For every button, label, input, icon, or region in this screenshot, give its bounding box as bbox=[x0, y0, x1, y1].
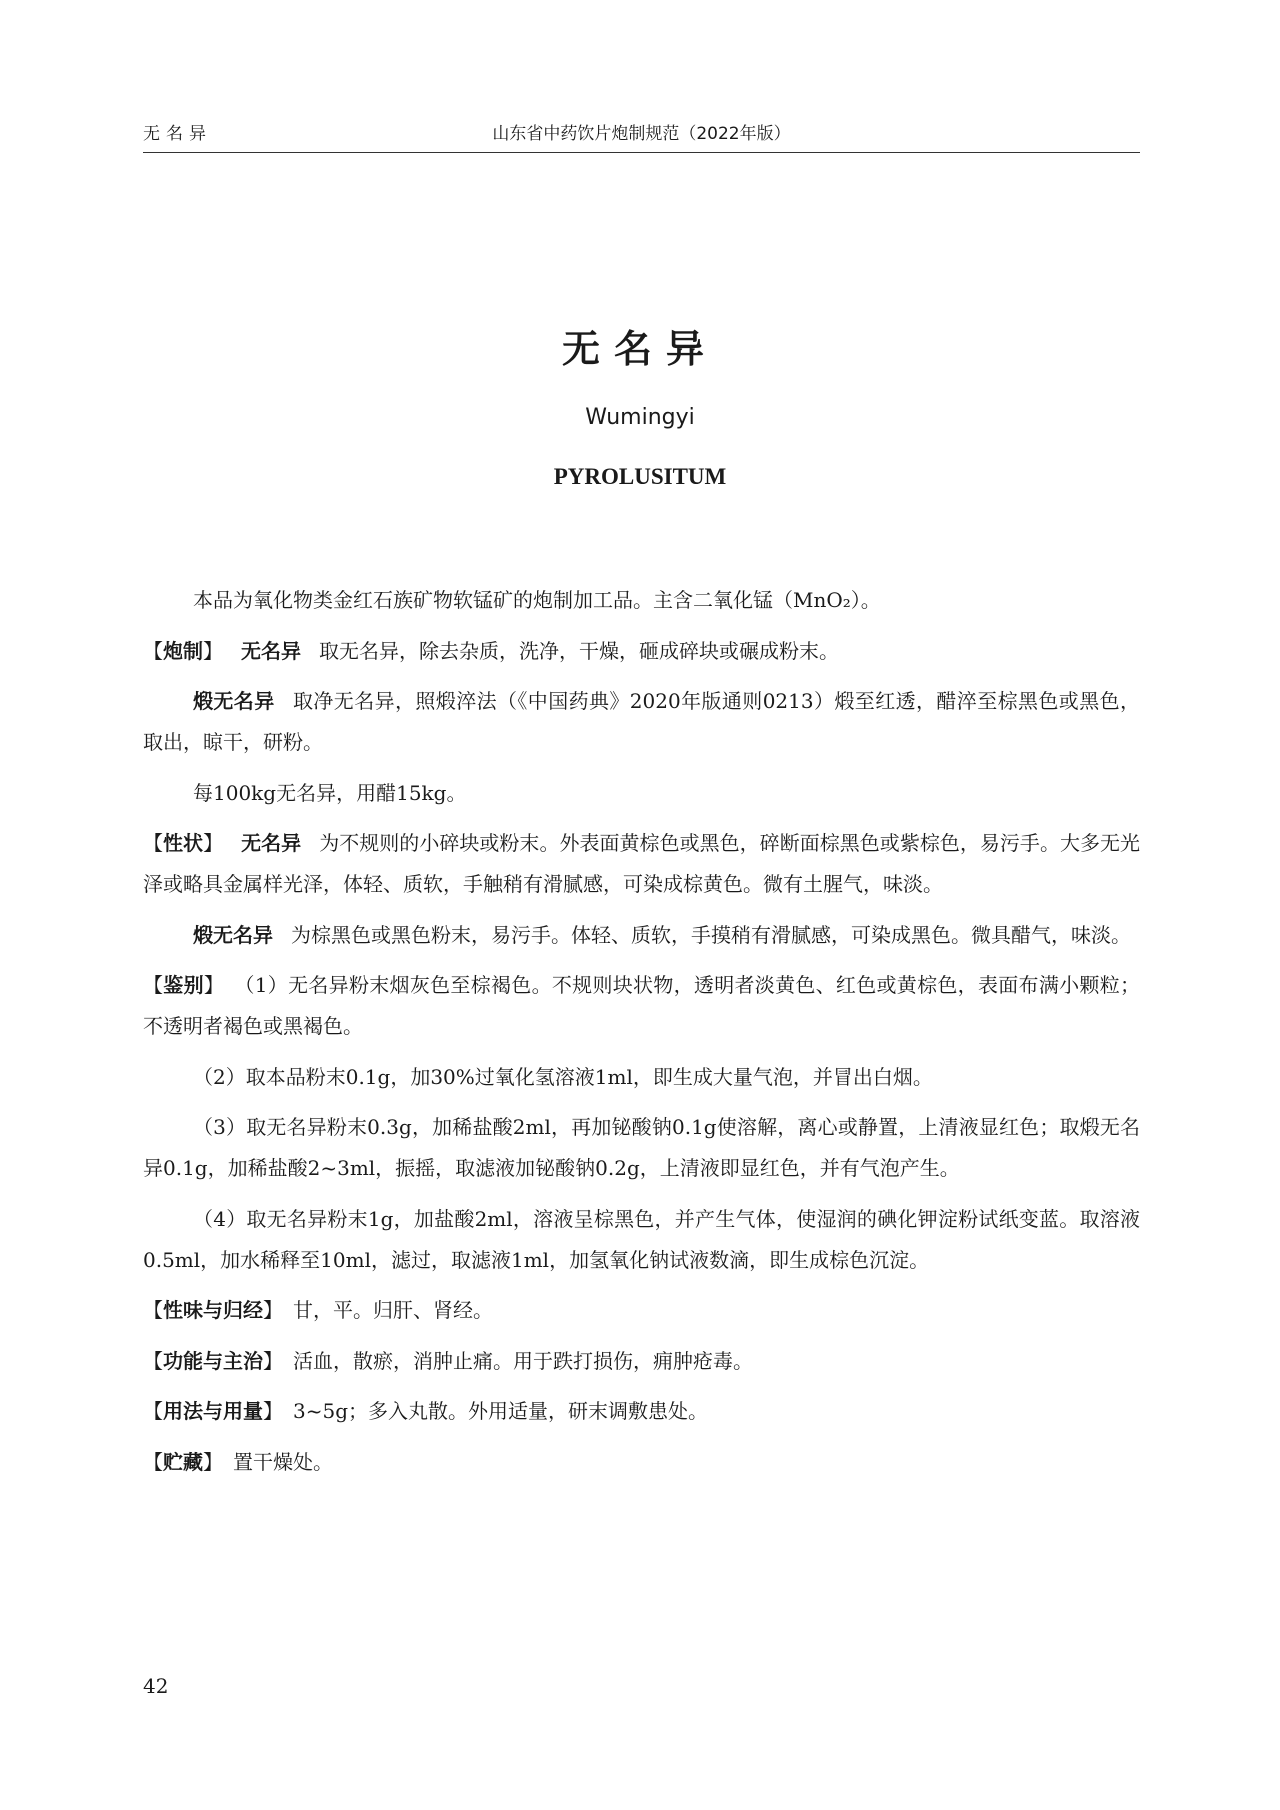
intro-paragraph: 本品为氧化物类金红石族矿物软锰矿的炮制加工品。主含二氧化锰（MnO₂）。 bbox=[193, 588, 881, 612]
description-item-2 bbox=[143, 915, 1140, 956]
properties-text: 甘，平。归肝、肾经。 bbox=[293, 1298, 493, 1322]
identification-heading: 【鉴别】 bbox=[143, 973, 225, 997]
description-item-2-name: 煅无名异 bbox=[193, 922, 273, 947]
description-item-2-text: 为棕黑色或黑色粉末，易污手。体轻、质软，手摸稍有滑腻感，可染成黑色。微具醋气，味淡。 bbox=[291, 922, 1131, 947]
usage-text: 3~5g；多入丸散。外用适量，研末调敷患处。 bbox=[293, 1399, 709, 1423]
storage-heading: 【贮藏】 bbox=[143, 1449, 223, 1474]
description-item-1-text: 为不规则的小碎块或粉末。外表面黄棕色或黑色，碎断面棕黑色或紫棕色，易污手。大多无光泽或略具金属样光泽，体轻、质软，手触稍有滑腻感，可染成棕黄色。微有土腥气，味淡。 bbox=[143, 831, 1141, 896]
identification-item-4: （4）取无名异粉末1g，加盐酸2ml，溶液呈棕黑色，并产生气体，使湿润的碘化钾淀粉试纸变蓝。取溶液0.5ml，加水稀释至10ml，滤过，取滤液1ml，加氢氧化钠试液数滴，即生成棕色沉淀。 bbox=[143, 1206, 1140, 1272]
processing-dosage-note: 每100kg无名异，用醋15kg。 bbox=[193, 780, 467, 805]
identification-item-1 bbox=[143, 965, 1140, 1047]
actions-heading: 【功能与主治】 bbox=[143, 1348, 283, 1373]
header-book-title: 山东省中药饮片炮制规范（2022年版） bbox=[492, 124, 791, 144]
monograph-latin-name: PYROLUSITUM bbox=[553, 464, 727, 489]
processing-item-1-name: 无名异 bbox=[241, 638, 301, 663]
processing-item-1-text: 取无名异，除去杂质，洗净，干燥，砸成碎块或碾成粉末。 bbox=[319, 638, 839, 663]
processing-heading: 【炮制】 bbox=[143, 638, 223, 663]
processing-item-2-text: 取净无名异，照煅淬法（《中国药典》2020年版通则0213）煅至红透，醋淬至棕黑色或黑色，取出，晾干，研粉。 bbox=[143, 689, 1141, 754]
running-header bbox=[143, 112, 1140, 153]
identification-item-2: （2）取本品粉末0.1g，加30%过氧化氢溶液1ml，即生成大量气泡，并冒出白烟。 bbox=[193, 1064, 933, 1089]
usage-heading: 【用法与用量】 bbox=[143, 1399, 283, 1423]
storage-text: 置干燥处。 bbox=[233, 1449, 333, 1474]
monograph-body bbox=[143, 580, 1140, 1492]
properties-entry bbox=[143, 1290, 1140, 1331]
monograph-title: 无名异 bbox=[561, 327, 718, 371]
description-heading: 【性状】 bbox=[143, 831, 224, 855]
processing-item-1 bbox=[143, 631, 1140, 672]
identification-text-1: （1）无名异粉末烟灰色至棕褐色。不规则块状物，透明者淡黄色、红色或黄棕色，表面布满小颗粒；不透明者褐色或黑褐色。 bbox=[143, 973, 1141, 1038]
monograph-pinyin: Wumingyi bbox=[585, 405, 695, 430]
description-item-1 bbox=[143, 823, 1140, 905]
actions-text: 活血，散瘀，消肿止痛。用于跌打损伤，痈肿疮毒。 bbox=[293, 1348, 753, 1373]
identification-item-3: （3）取无名异粉末0.3g，加稀盐酸2ml，再加铋酸钠0.1g使溶解，离心或静置，上清液显红色；取煅无名异0.1g，加稀盐酸2~3ml，振摇，取滤液加铋酸钠0.2g，上清液即显红色，并有气泡产生。 bbox=[143, 1115, 1140, 1180]
properties-heading: 【性味与归经】 bbox=[143, 1298, 283, 1322]
storage-entry bbox=[143, 1442, 1140, 1483]
description-item-1-name: 无名异 bbox=[241, 831, 302, 855]
processing-item-2 bbox=[143, 681, 1140, 763]
processing-item-2-name: 煅无名异 bbox=[193, 689, 275, 713]
actions-entry bbox=[143, 1341, 1140, 1382]
page-number: 42 bbox=[143, 1674, 169, 1698]
header-section-name: 无名异 bbox=[143, 124, 212, 144]
usage-entry bbox=[143, 1391, 1140, 1432]
